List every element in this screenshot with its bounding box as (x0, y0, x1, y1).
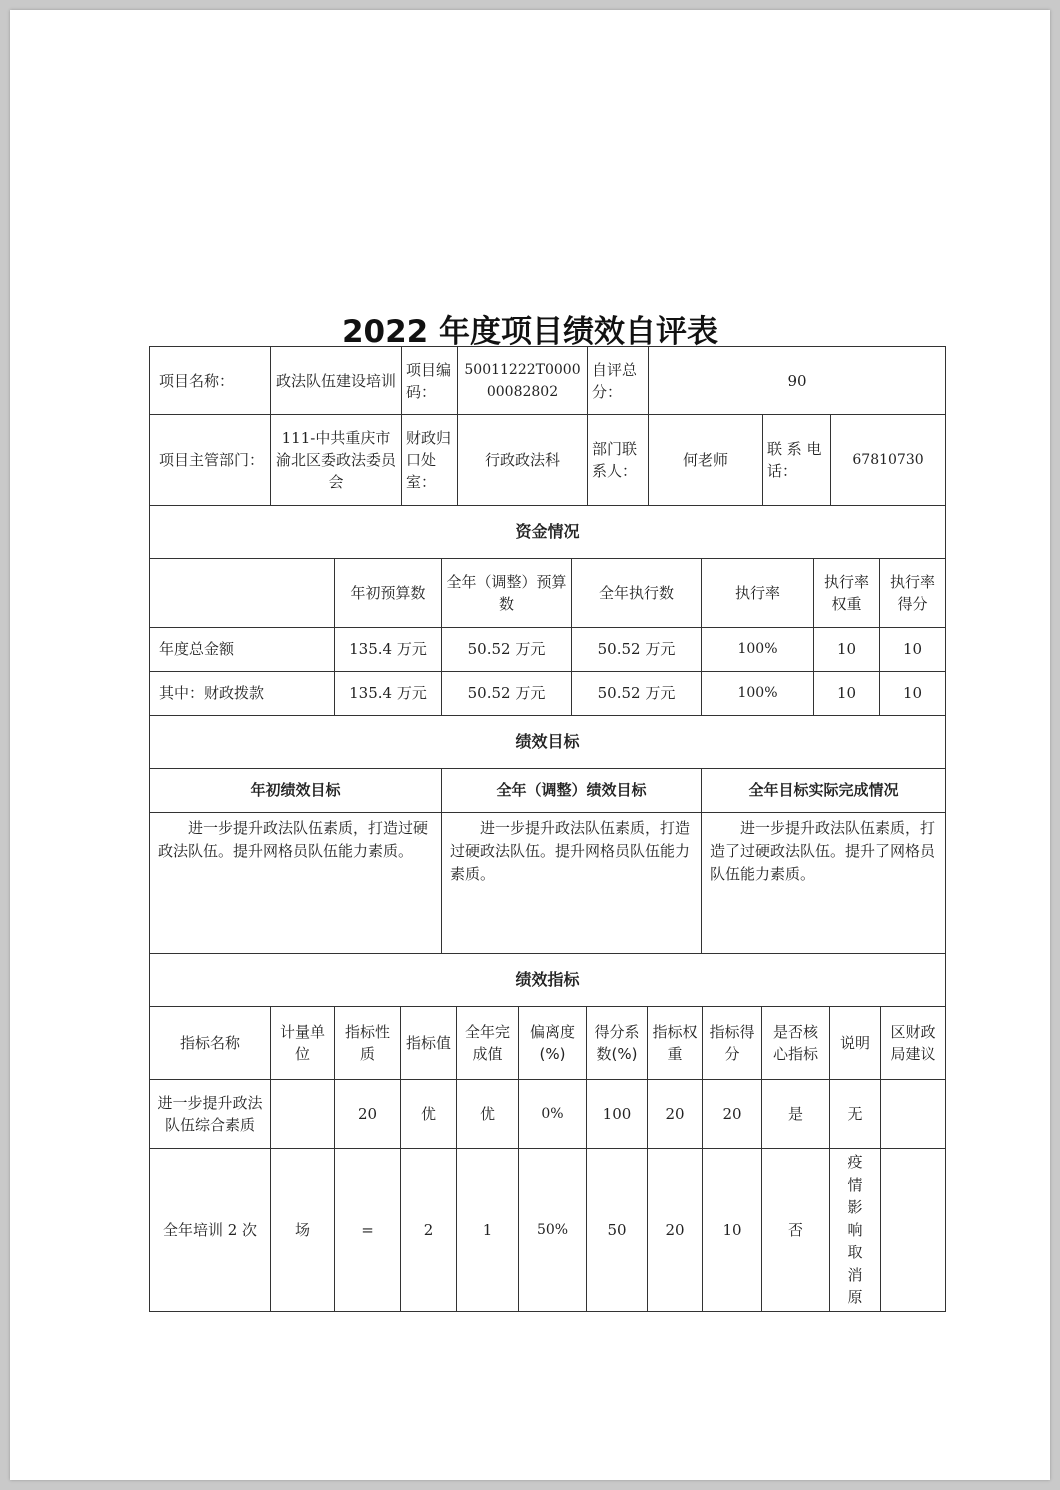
ind-cell: 20 (648, 1080, 703, 1149)
ind-cell: 50% (519, 1149, 587, 1312)
funds-col-5: 执行率权重 (814, 559, 880, 627)
project-name-value: 政法队伍建设培训 (271, 347, 402, 415)
ind-cell: 0% (519, 1080, 587, 1149)
ind-col: 是否核心指标 (762, 1007, 830, 1080)
ind-col: 指标得分 (703, 1007, 762, 1080)
funds-cell: 50.52 万元 (442, 671, 572, 715)
indicators-section-title: 绩效指标 (150, 953, 946, 1006)
funds-cell: 10 (814, 627, 880, 671)
finance-office-value: 行政政法科 (458, 415, 588, 506)
ind-col: 得分系数(%) (587, 1007, 648, 1080)
funds-col-6: 执行率得分 (880, 559, 946, 627)
funds-cell: 100% (702, 627, 814, 671)
funds-col-1: 年初预算数 (335, 559, 442, 627)
ind-col: 指标值 (401, 1007, 457, 1080)
funds-table (149, 559, 946, 1007)
evaluation-form (149, 346, 945, 1312)
funds-cell: 50.52 万元 (442, 627, 572, 671)
ind-cell (881, 1149, 946, 1312)
funds-cell: 10 (880, 627, 946, 671)
dept-value: 111-中共重庆市渝北区委政法委员会 (271, 415, 402, 506)
project-code-label: 项目编码： (402, 347, 458, 415)
funds-col-3: 全年执行数 (572, 559, 702, 627)
phone-label: 联 系 电话： (763, 415, 831, 506)
document-page (10, 10, 1050, 1480)
goal-initial-text: 进一步提升政法队伍素质，打造过硬政法队伍。提升网格员队伍能力素质。 (150, 812, 442, 953)
ind-cell (881, 1080, 946, 1149)
ind-cell-note: 疫情影响取消原 (830, 1149, 881, 1312)
table-row (150, 627, 946, 671)
ind-cell: 优 (401, 1080, 457, 1149)
goals-section-title: 绩效目标 (150, 715, 946, 768)
goals-col-initial: 年初绩效目标 (150, 768, 442, 812)
ind-cell: 50 (587, 1149, 648, 1312)
funds-col-0 (150, 559, 335, 627)
ind-col: 指标权重 (648, 1007, 703, 1080)
self-score-value: 90 (649, 347, 946, 415)
funds-col-4: 执行率 (702, 559, 814, 627)
contact-label: 部门联系人： (588, 415, 649, 506)
ind-col: 计量单位 (271, 1007, 335, 1080)
page-title: 2022 年度项目绩效自评表 (341, 314, 719, 350)
ind-col: 指标名称 (150, 1007, 271, 1080)
ind-cell: 进一步提升政法队伍综合素质 (150, 1080, 271, 1149)
ind-cell: 100 (587, 1080, 648, 1149)
ind-cell (271, 1080, 335, 1149)
table-row (150, 671, 946, 715)
table-row (150, 1080, 946, 1149)
ind-cell: 20 (335, 1080, 401, 1149)
funds-col-2: 全年（调整）预算数 (442, 559, 572, 627)
funds-cell: 135.4 万元 (335, 627, 442, 671)
funds-row-label: 年度总金额 (150, 627, 335, 671)
ind-cell: 全年培训 2 次 (150, 1149, 271, 1312)
funds-cell: 10 (880, 671, 946, 715)
ind-cell: 否 (762, 1149, 830, 1312)
funds-cell: 50.52 万元 (572, 671, 702, 715)
funds-cell: 50.52 万元 (572, 627, 702, 671)
dept-label: 项目主管部门： (150, 415, 271, 506)
ind-cell: 20 (648, 1149, 703, 1312)
ind-cell: 无 (830, 1080, 881, 1149)
finance-office-label: 财政归口处室： (402, 415, 458, 506)
phone-value: 67810730 (831, 415, 946, 506)
ind-col: 指标性质 (335, 1007, 401, 1080)
project-info-table (149, 346, 946, 559)
table-row (150, 1149, 946, 1312)
ind-col: 说明 (830, 1007, 881, 1080)
funds-section-title: 资金情况 (150, 506, 946, 559)
contact-value: 何老师 (649, 415, 763, 506)
ind-col: 区财政局建议 (881, 1007, 946, 1080)
goals-col-actual: 全年目标实际完成情况 (702, 768, 946, 812)
self-score-label: 自评总分： (588, 347, 649, 415)
goal-adjusted-text: 进一步提升政法队伍素质，打造过硬政法队伍。提升网格员队伍能力素质。 (442, 812, 702, 953)
ind-cell: = (335, 1149, 401, 1312)
funds-cell: 100% (702, 671, 814, 715)
ind-cell: 20 (703, 1080, 762, 1149)
ind-col: 全年完成值 (457, 1007, 519, 1080)
project-name-label: 项目名称： (150, 347, 271, 415)
ind-cell: 10 (703, 1149, 762, 1312)
goal-actual-text: 进一步提升政法队伍素质，打造了过硬政法队伍。提升了网格员队伍能力素质。 (702, 812, 946, 953)
ind-col: 偏离度(%) (519, 1007, 587, 1080)
ind-cell: 2 (401, 1149, 457, 1312)
indicators-table (149, 1007, 946, 1312)
funds-row-label: 其中：财政拨款 (150, 671, 335, 715)
goals-col-adjusted: 全年（调整）绩效目标 (442, 768, 702, 812)
ind-cell: 1 (457, 1149, 519, 1312)
ind-cell: 场 (271, 1149, 335, 1312)
ind-cell: 优 (457, 1080, 519, 1149)
funds-cell: 135.4 万元 (335, 671, 442, 715)
ind-cell: 是 (762, 1080, 830, 1149)
project-code-value: 50011222T000000082802 (458, 347, 588, 415)
funds-cell: 10 (814, 671, 880, 715)
